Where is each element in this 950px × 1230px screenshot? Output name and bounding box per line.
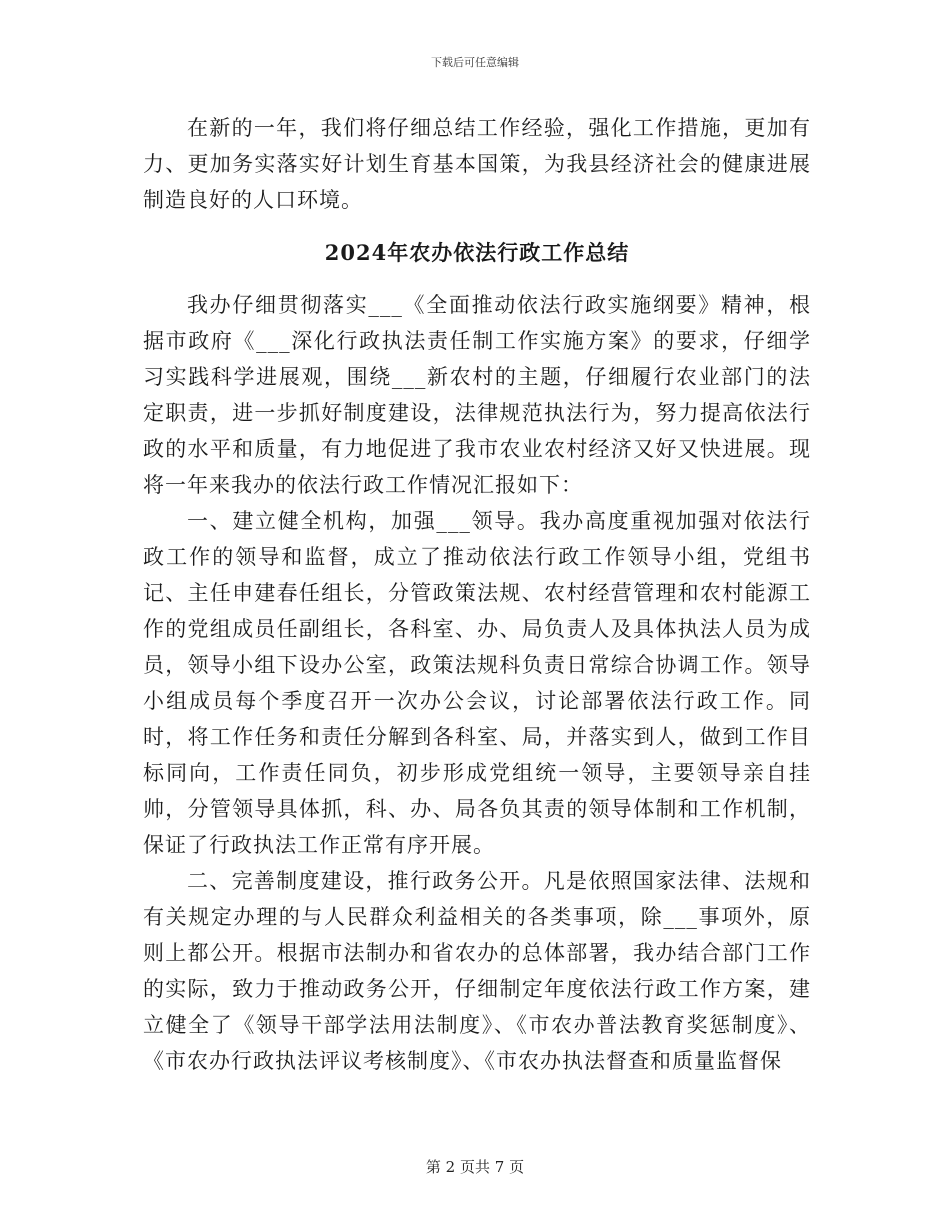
document-body <box>143 110 811 1079</box>
body-paragraph-section-1: 一、建立健全机构，加强___领导。我办高度重视加强对依法行政工作的领导和监督，成立了推动依法行政工作领导小组，党组书记、主任申建春任组长，分管政策法规、农村经营管理和农村能源工作的党组成员任副组长，各科室、办、局负责人及具体执法人员为成员，领导小组下设办公室，政策法规科负责日常综合协调工作。领导小组成员每个季度召开一次办公会议，讨论部署依法行政工作。同时，将工作任务和责任分解到各科室、局，并落实到人，做到工作目标同向，工作责任同负，初步形成党组统一领导，主要领导亲自挂帅，分管领导具体抓，科、办、局各负其责的领导体制和工作机制，保证了行政执法工作正常有序开展。 <box>143 509 811 857</box>
intro-paragraph: 在新的一年，我们将仔细总结工作经验，强化工作措施，更加有力、更加务实落实好计划生育基本国策，为我县经济社会的健康进展制造良好的人口环境。 <box>143 116 811 212</box>
body-paragraph-intro: 我办仔细贯彻落实___《全面推动依法行政实施纲要》精神，根据市政府《___深化行政执法责任制工作实施方案》的要求，仔细学习实践科学进展观，围绕___新农村的主题，仔细履行农业部门的法定职责，进一步抓好制度建设，法律规范执法行为，努力提高依法行政的水平和质量，有力地促进了我市农业农村经济又好又快进展。现将一年来我办的依法行政工作情况汇报如下： <box>143 293 811 497</box>
page-header-note: 下载后可任意编辑 <box>431 56 519 69</box>
body-paragraph-section-2: 二、完善制度建设，推行政务公开。凡是依照国家法律、法规和有关规定办理的与人民群众利益相关的各类事项，除___事项外，原则上都公开。根据市法制办和省农办的总体部署，我办结合部门工作的实际，致力于推动政务公开，仔细制定年度依法行政工作方案，建立健全了《领导干部学法用法制度》、《市农办普法教育奖惩制度》、《市农办行政执法评议考核制度》、《市农办执法督查和质量监督保 <box>143 869 811 1073</box>
document-title: 2024年农办依法行政工作总结 <box>324 240 630 265</box>
page-number: 第 2 页共 7 页 <box>425 1158 525 1176</box>
